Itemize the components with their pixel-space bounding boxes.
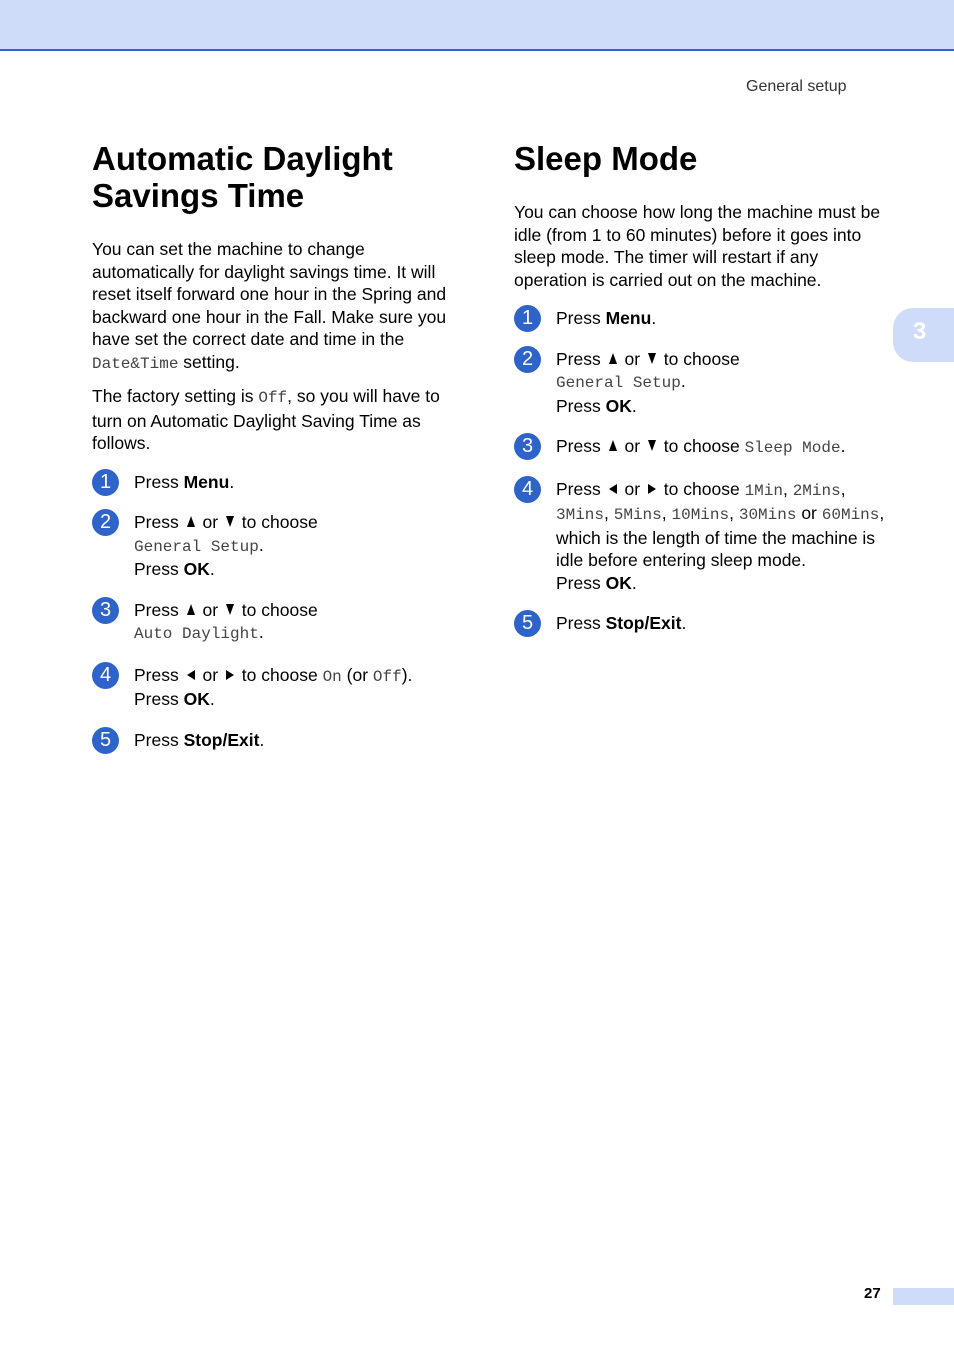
down-arrow-icon — [648, 440, 656, 451]
step-item: 5 Press Stop/Exit. — [514, 612, 886, 635]
step-item: 4 Press or to choose 1Min, 2Mins, 3Mins, 5Mins, 10Mins, 30Mins or 60Mins, which is the length of time the machine is idle before entering sleep mode. Press OK. — [514, 478, 886, 595]
step-number-badge: 1 — [92, 469, 119, 496]
step-number-badge: 4 — [514, 476, 541, 503]
header-band — [0, 0, 954, 51]
left-arrow-icon — [187, 670, 195, 680]
right-arrow-icon — [226, 670, 234, 680]
step-number-badge: 1 — [514, 305, 541, 332]
daylight-intro-paragraph: You can set the machine to change automatically for daylight savings time. It will reset itself forward one hour in the Spring and backward one hour in the Fall. Make sure you have set the correct date and time in the Date&Time setting. — [92, 239, 447, 373]
page-number: 27 — [864, 1285, 881, 1302]
step-number-badge: 2 — [92, 509, 119, 536]
step-number-badge: 3 — [92, 597, 119, 624]
up-arrow-icon — [187, 604, 195, 615]
chapter-tab — [893, 308, 954, 362]
step-item: 3 Press or to choose Sleep Mode. — [514, 435, 886, 460]
section-title-daylight: Automatic Daylight Savings Time — [92, 140, 393, 214]
sleep-intro-paragraph: You can choose how long the machine must be idle (from 1 to 60 minutes) before it goes into sleep mode. The timer will restart if any operation is carried out on the machine. — [514, 202, 881, 290]
right-arrow-icon — [648, 484, 656, 494]
step-item: 4 Press or to choose On (or Off). Press OK. — [92, 664, 464, 711]
step-item: 1 Press Menu. — [92, 471, 464, 494]
left-column — [92, 140, 464, 769]
step-item: 1 Press Menu. — [514, 307, 886, 330]
step-item: 3 Press or to choose Auto Daylight. — [92, 599, 464, 646]
running-head: General setup — [746, 78, 847, 95]
step-item: 2 Press or to choose General Setup. Press OK. — [514, 348, 886, 418]
down-arrow-icon — [226, 516, 234, 527]
step-number-badge: 5 — [514, 610, 541, 637]
chapter-number: 3 — [913, 318, 927, 345]
up-arrow-icon — [187, 516, 195, 527]
left-arrow-icon — [609, 484, 617, 494]
down-arrow-icon — [648, 353, 656, 364]
step-number-badge: 5 — [92, 727, 119, 754]
step-number-badge: 3 — [514, 433, 541, 460]
footer-band — [893, 1288, 954, 1305]
sleep-steps — [514, 307, 886, 635]
step-item: 2 Press or to choose General Setup. Press OK. — [92, 511, 464, 581]
section-title-sleep: Sleep Mode — [514, 140, 698, 177]
step-number-badge: 2 — [514, 346, 541, 373]
up-arrow-icon — [609, 353, 617, 364]
daylight-steps — [92, 471, 464, 752]
step-number-badge: 4 — [92, 662, 119, 689]
right-column — [514, 140, 886, 653]
up-arrow-icon — [609, 440, 617, 451]
step-item: 5 Press Stop/Exit. — [92, 729, 464, 752]
down-arrow-icon — [226, 604, 234, 615]
daylight-factory-paragraph: The factory setting is Off, so you will have to turn on Automatic Daylight Saving Time as follows. — [92, 386, 440, 453]
